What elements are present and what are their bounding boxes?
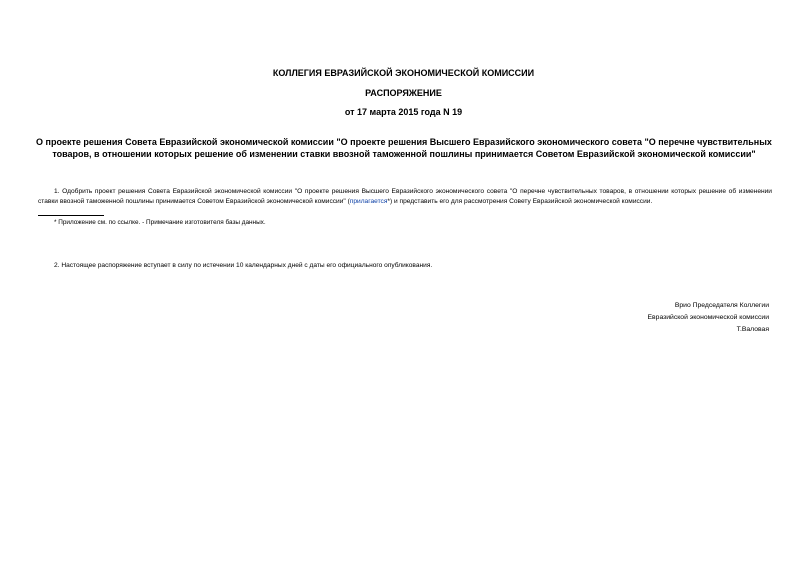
document-title: О проекте решения Совета Евразийской экономической комиссии "О проекте решения Высшего Евразийского экономического совета "О перечне чувствительных товаров, в отношении которых решение об изменении ставки ввозной таможенной пошлины принимается Советом Евразийской экономической комиссии": [36, 137, 772, 159]
signature-block: [469, 300, 769, 336]
organization-heading: КОЛЛЕГИЯ ЕВРАЗИЙСКОЙ ЭКОНОМИЧЕСКОЙ КОМИССИИ: [272, 68, 535, 78]
appendix-link[interactable]: прилагается: [349, 198, 388, 205]
paragraph-1-text-start: 1. Одобрить проект решения Совета Евразийской экономической комиссии "О проекте решения Высшего Евразийского экономического совета "О перечне чувствительных товаров, в отношении которых решение об изменении ставки ввозной таможенной пошлины принимается Советом Евразийской экономической комиссии" (: [38, 188, 772, 205]
paragraph-1: [38, 187, 772, 207]
paragraph-2: 2. Настоящее распоряжение вступает в силу по истечении 10 календарных дней с даты его официального опубликования.: [54, 262, 433, 269]
signature-position-line-1: Врио Председателя Коллегии: [674, 302, 769, 309]
footnote: * Приложение см. по ссылке. - Примечание изготовителя базы данных.: [54, 219, 266, 226]
document-date-number: от 17 марта 2015 года N 19: [344, 107, 463, 117]
signature-name: Т.Валовая: [736, 326, 769, 333]
footnote-divider: [38, 215, 104, 216]
signature-position-line-2: Евразийской экономической комиссии: [647, 314, 769, 321]
paragraph-1-text-end: *) и представить его для рассмотрения Совету Евразийской экономической комиссии.: [387, 198, 653, 205]
document-type-heading: РАСПОРЯЖЕНИЕ: [365, 88, 442, 98]
